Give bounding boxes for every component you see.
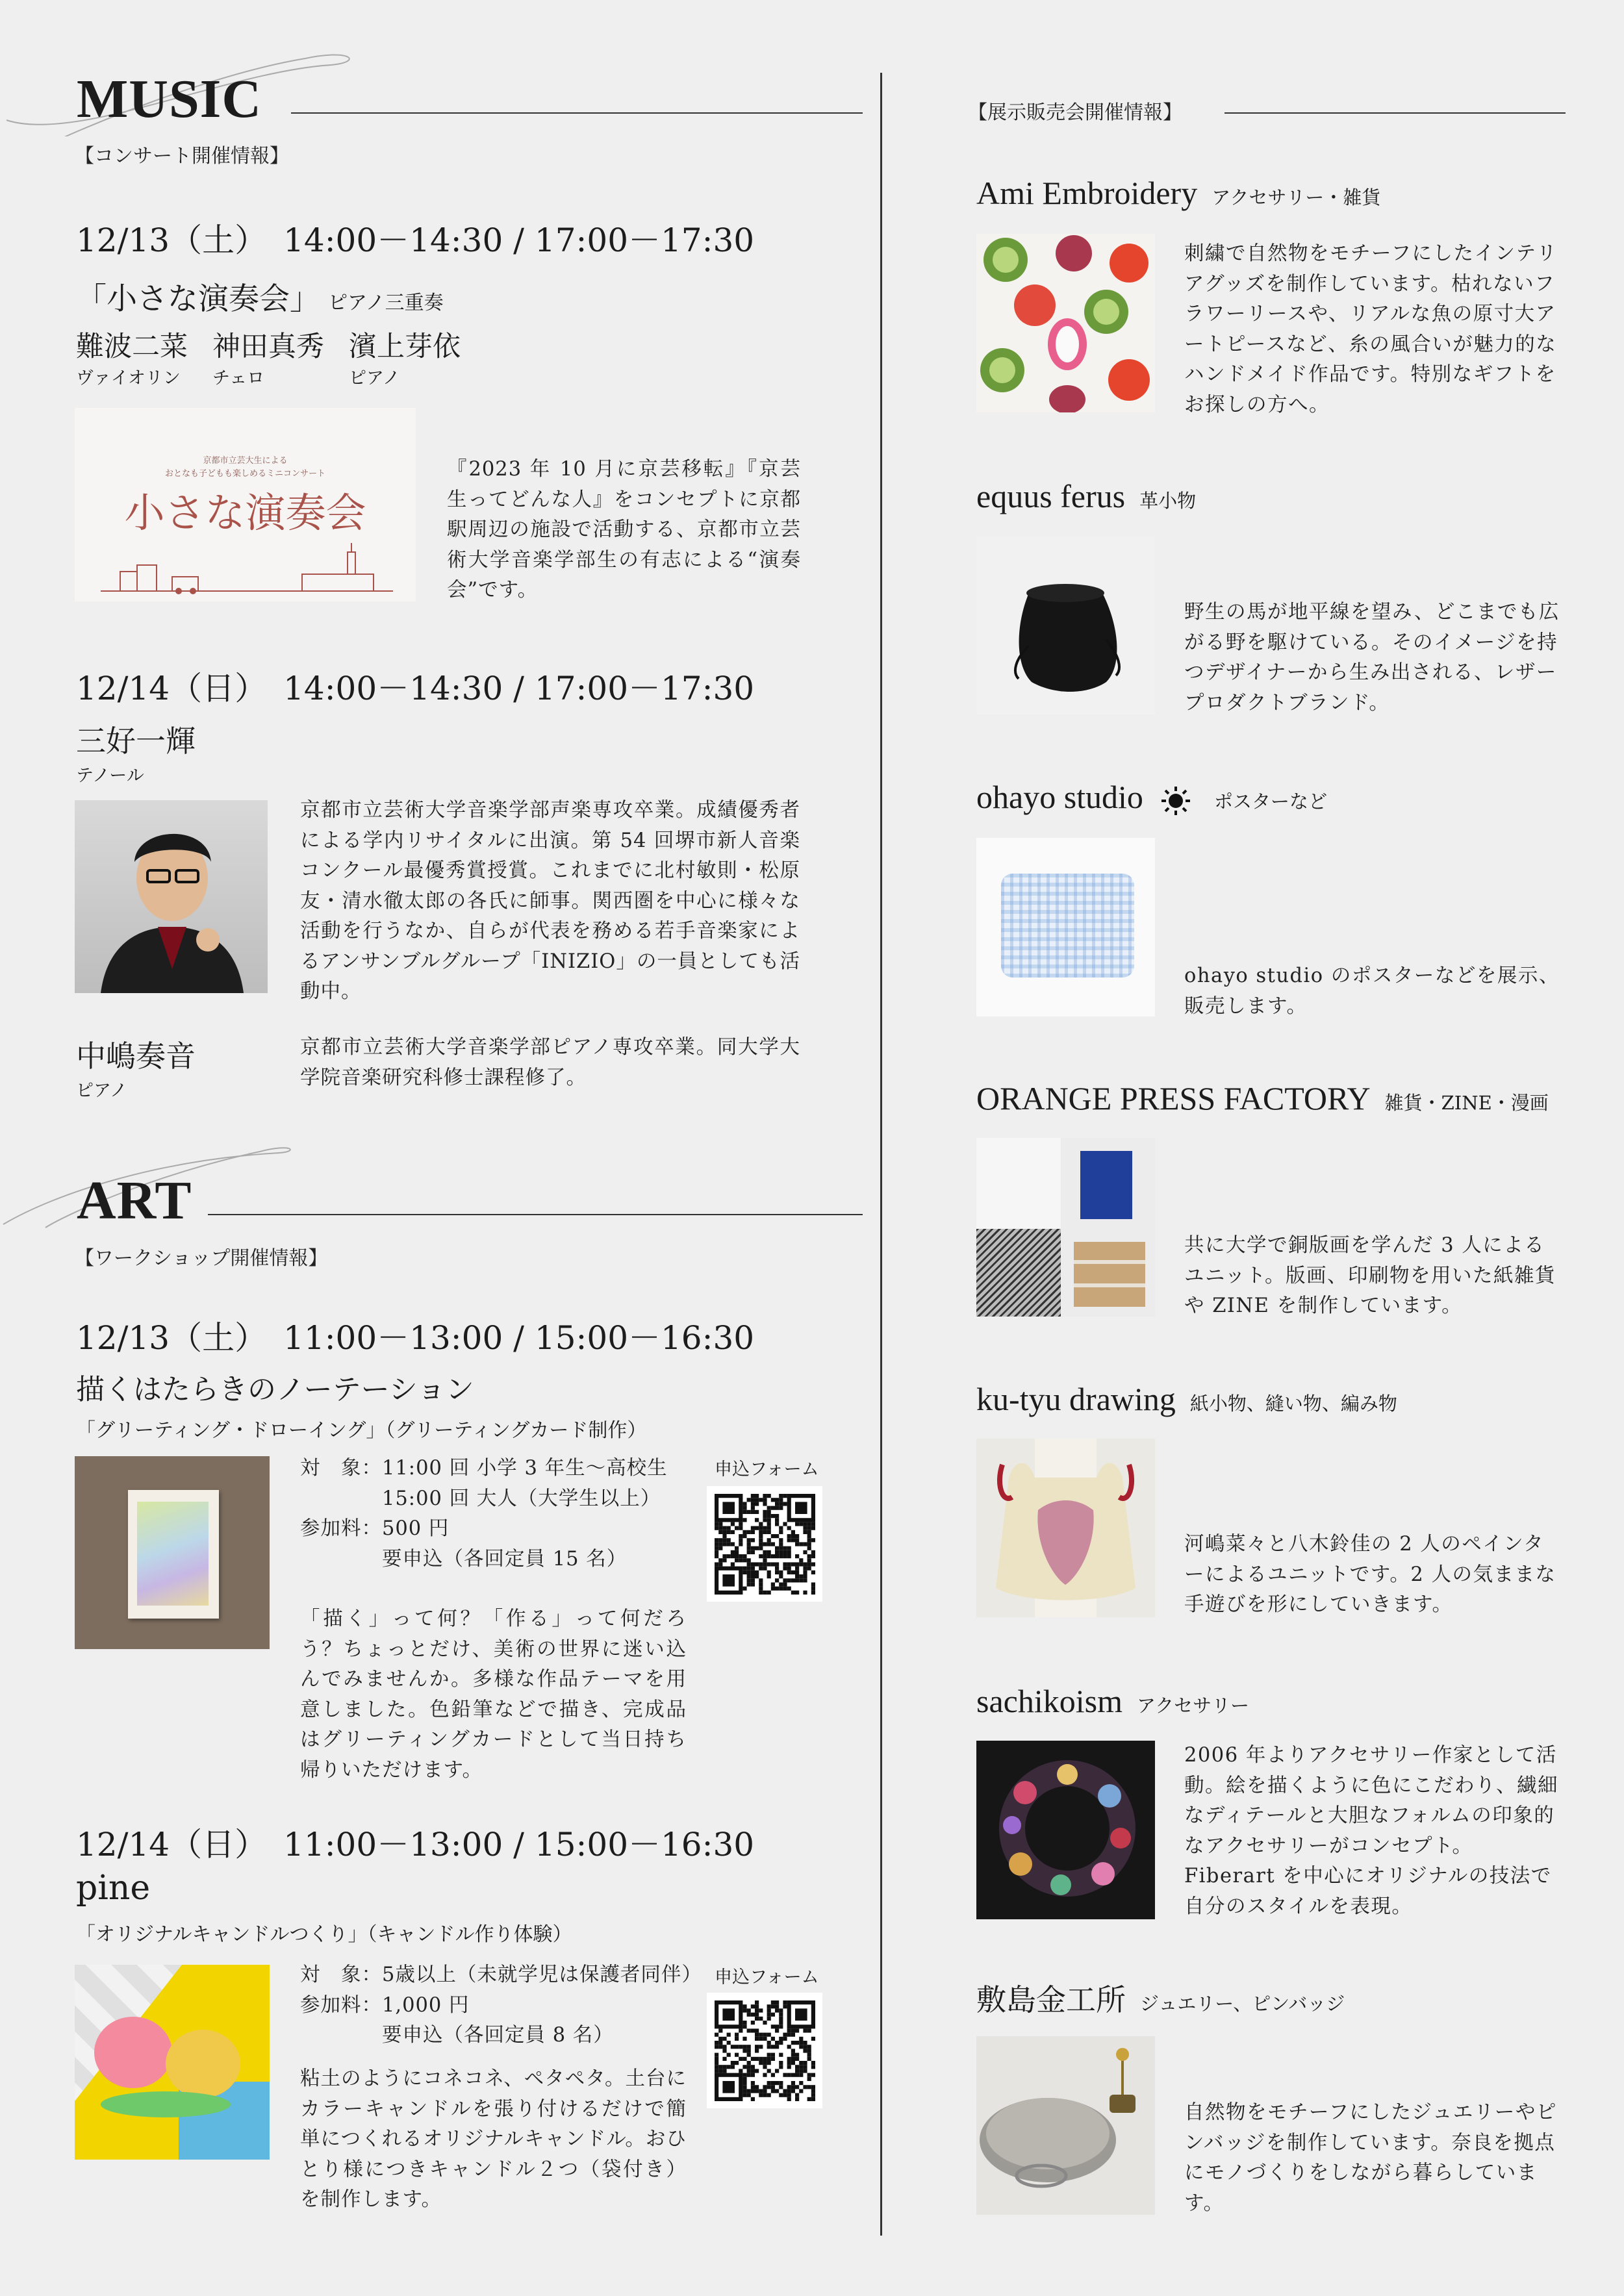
vendor-orange-press-factory-image xyxy=(976,1138,1155,1317)
qr2-pattern xyxy=(707,1993,822,2108)
performer2-name: 中嶋奏音 xyxy=(76,1039,196,1074)
ws1-subtitle: 「グリーティング・ドローイング」（グリーティングカード制作） xyxy=(76,1419,647,1442)
performer1-portrait xyxy=(75,800,268,993)
concert2-date: 12/14（日） 14:00－14:30 / 17:00－17:30 xyxy=(76,670,755,707)
art-heading: ART xyxy=(77,1170,192,1231)
vendor-orange-press-factory-name: ORANGE PRESS FACTORY 雑貨・ZINE・漫画 xyxy=(976,1080,1549,1116)
concert-info-label: 【コンサート開催情報】 xyxy=(75,145,289,168)
ws2-form-label: 申込フォーム xyxy=(715,1967,819,1987)
performer1-role: テノール xyxy=(76,766,144,786)
role-cello: チェロ xyxy=(212,368,265,388)
ws2-subtitle: 「オリジナルキャンドルつくり」（キャンドル作り体験） xyxy=(76,1923,572,1946)
vendor-sachikoism-name: sachikoism アクセサリー xyxy=(976,1683,1250,1719)
workshop-info-label: 【ワークショップ開催情報】 xyxy=(75,1247,328,1270)
vendor-ami-embroidery-name: Ami Embroidery アクセサリー・雑貨 xyxy=(976,175,1381,211)
vendor-equus-ferus-description: 野生の馬が地平線を望み、どこまでも広がる野を駆けている。そのイメージを持つデザイナーから生み出される、レザープロダクトブランド。 xyxy=(1184,601,1560,714)
performer1-name: 三好一輝 xyxy=(76,724,196,759)
performer-name-cello: 神田真秀 xyxy=(212,331,324,363)
ws2-detail-fee: 参加料：1,000 円 xyxy=(300,1993,470,2017)
performer-name-piano: 濱上芽依 xyxy=(349,331,461,363)
ws1-greeting-card-image xyxy=(75,1456,270,1649)
vendor-shikishima-description: 自然物をモチーフにしたジュエリーやピンバッジを制作しています。奈良を拠点にモノづくりをしながら暮らしています。 xyxy=(1184,2101,1557,2215)
vendor-ohayo-studio-image xyxy=(976,838,1155,1016)
market-heading-rule xyxy=(1224,112,1566,114)
performer-name-violin: 難波二菜 xyxy=(76,331,188,363)
vendor-ku-tyu-drawing-image xyxy=(976,1439,1155,1617)
music-heading: MUSIC xyxy=(77,69,262,129)
accessory-wreath-illustration xyxy=(976,1741,1155,1919)
concert1-description: 『2023 年 10 月に京芸移転』『京芸生ってどんな人』をコンセプトに京都駅周辺の施設で活動する、京都市立芸術大学音楽学部生の有志による“演奏会”です。 xyxy=(447,458,801,601)
embroidery-fruit-illustration xyxy=(976,234,1155,412)
ws2-details xyxy=(300,1960,703,2051)
vendor-ku-tyu-drawing-description: 河嶋菜々と八木鈴佳の 2 人のペインターによるユニットです。2 人の気ままな手遊びを形にしていきます。 xyxy=(1184,1533,1556,1616)
flyer-skyline-illustration xyxy=(75,538,416,601)
leather-bag-illustration xyxy=(976,536,1155,714)
market-info-label: 【展示販売会開催情報】 xyxy=(968,101,1182,124)
role-violin: ヴァイオリン xyxy=(76,368,181,388)
vendor-shikishima-image xyxy=(976,2036,1155,2215)
ws1-description: 「描く」って何？「作る」って何だろう？ちょっとだけ、美術の世界に迷い込んでみませんか。多様な作品テーマを用意しました。色鉛筆などで描き、完成品はグリーティングカードとして当日持ち帰りいただけます。 xyxy=(300,1608,687,1782)
concert1-date: 12/13（土） 14:00－14:30 / 17:00－17:30 xyxy=(76,221,755,259)
performer2-role: ピアノ xyxy=(76,1081,127,1101)
ws1-detail-reservation: 要申込（各回定員 15 名） xyxy=(300,1547,628,1571)
vendor-ku-tyu-drawing-name: ku-tyu drawing 紙小物、縫い物、編み物 xyxy=(976,1381,1397,1417)
ws1-details xyxy=(300,1454,703,1574)
vendor-equus-ferus-image xyxy=(976,536,1155,714)
concert1-title: 「小さな演奏会」 ピアノ三重奏 xyxy=(76,281,444,317)
vendor-ohayo-studio-description: ohayo studio のポスターなどを展示、販売します。 xyxy=(1184,965,1560,1018)
ws2-qr-code-icon[interactable] xyxy=(707,1993,822,2108)
sun-icon xyxy=(1160,785,1191,816)
tote-bag-illustration xyxy=(976,1439,1155,1617)
column-divider xyxy=(880,73,882,2236)
vendor-ami-embroidery-description: 刺繍で自然物をモチーフにしたインテリアグッズを制作しています。枯れないフラワーリースや、リアルな魚の原寸大アートピースなど、糸の風合いが魅力的なハンドメイド作品です。特別なギフトをお探しの方へ。 xyxy=(1184,242,1558,416)
vendor-equus-ferus-name: equus ferus 革小物 xyxy=(976,478,1197,514)
jewelry-stone-illustration xyxy=(976,2036,1155,2215)
portrait-illustration xyxy=(75,800,268,993)
performer2-bio: 京都市立芸術大学音楽学部ピアノ専攻卒業。同大学大学院音楽研究科修士課程修了。 xyxy=(300,1036,800,1089)
ws2-title: pine xyxy=(76,1869,151,1908)
vendor-sachikoism-image xyxy=(976,1741,1155,1919)
ws1-date: 12/13（土） 11:00－13:00 / 15:00－16:30 xyxy=(76,1319,755,1357)
ws1-title: 描くはたらきのノーテーション xyxy=(76,1373,474,1406)
vendor-ami-embroidery-image xyxy=(976,234,1155,412)
vendor-orange-press-factory-description: 共に大学で銅版画を学んだ 3 人によるユニット。版画、印刷物を用いた紙雑貨や ZINE を制作しています。 xyxy=(1184,1234,1556,1317)
vendor-ohayo-studio-name: ohayo studio ポスターなど xyxy=(976,779,1327,815)
ws2-candle-image xyxy=(75,1965,270,2160)
ws2-date: 12/14（日） 11:00－13:00 / 15:00－16:30 xyxy=(76,1826,755,1863)
ws2-detail-reservation: 要申込（各回定員 8 名） xyxy=(300,2024,614,2047)
music-heading-rule xyxy=(291,112,863,114)
ws1-detail-target-2: 15:00 回 大人（大学生以上） xyxy=(300,1487,661,1510)
ws1-form-label: 申込フォーム xyxy=(715,1459,819,1480)
qr1-pattern xyxy=(707,1486,822,1602)
flyer-small-text-2: おとなも子どもも楽しめるミニコンサート xyxy=(164,469,325,479)
ws1-detail-fee: 参加料：500 円 xyxy=(300,1517,450,1540)
art-heading-rule xyxy=(208,1214,863,1215)
ws1-qr-code-icon[interactable] xyxy=(707,1486,822,1602)
flyer-small-text-1: 京都市立芸大生による xyxy=(203,456,288,466)
ws2-description: 粘土のようにコネコネ、ペタペタ。土台にカラーキャンドルを張り付けるだけで簡単につくれるオリジナルキャンドル。おひとり様につきキャンドル２つ（袋付き）を制作します。 xyxy=(300,2067,687,2211)
ws2-detail-target: 対 象：5歳以上（未就学児は保護者同伴） xyxy=(300,1963,702,1986)
flyer-title: 小さな演奏会 xyxy=(124,489,366,536)
vendor-shikishima-name: 敷島金工所 ジュエリー、ピンバッジ xyxy=(976,1982,1345,2017)
role-piano: ピアノ xyxy=(349,368,400,388)
concert-flyer-image xyxy=(75,408,416,601)
performer1-bio: 京都市立芸術大学音楽学部声楽専攻卒業。成績優秀者による学内リサイタルに出演。第 54 回堺市新人音楽コンクール最優秀賞授賞。これまでに北村敏則・松原友・清水徹太郎の各氏に師事。関西圏を中心に様々な活動を行うなか、自らが代表を務める若手音楽家によるアンサンブルグループ「INIZIO」の一員としても活動中。 xyxy=(300,799,800,1003)
vendor-sachikoism-description: 2006 年よりアクセサリー作家として活動。絵を描くように色にこだわり、繊細なディテールと大胆なフォルムの印象的なアクセサリーがコンセプト。Fiberart を中心にオリジナルの技法で自分のスタイルを表現。 xyxy=(1184,1744,1558,1918)
ws1-detail-target-1: 対 象：11:00 回 小学 3 年生～高校生 xyxy=(300,1457,668,1480)
